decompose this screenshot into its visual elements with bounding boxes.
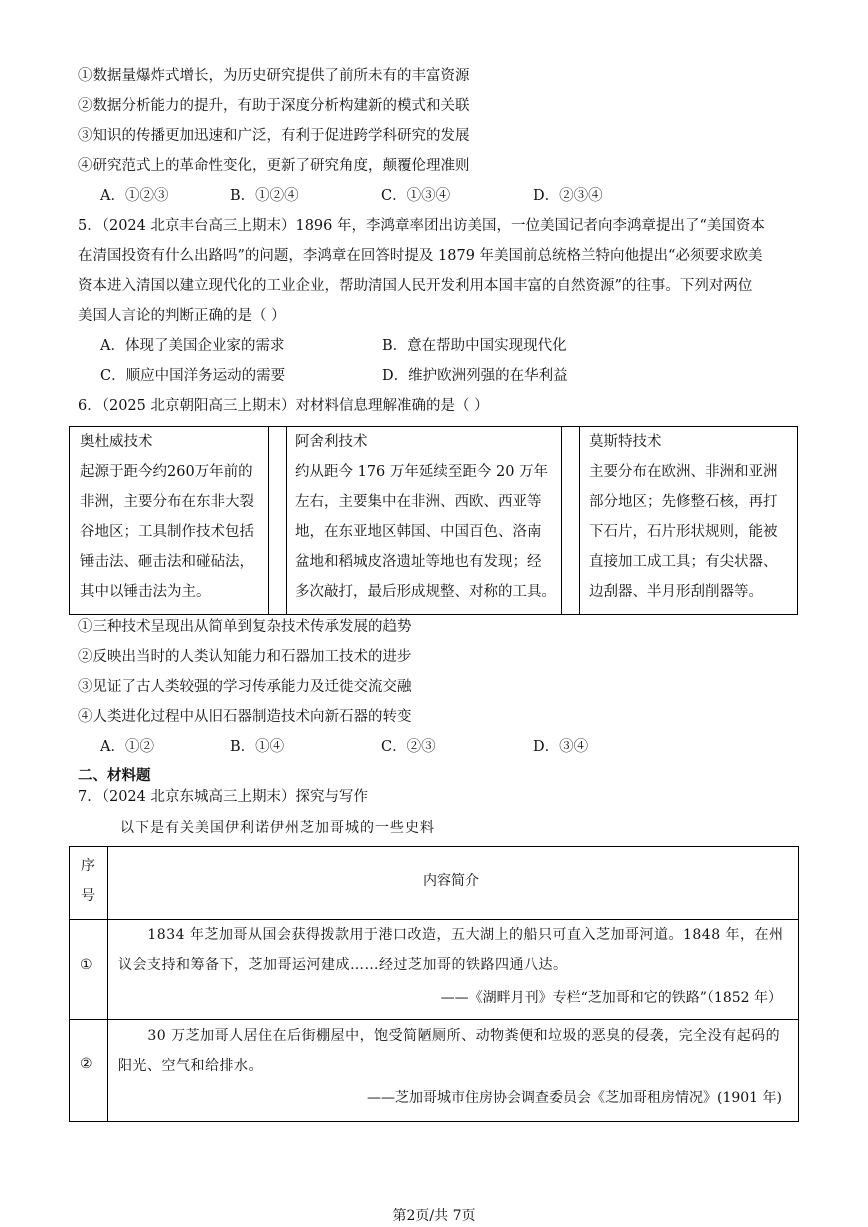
page-footer: 第2页/共 7页 [392, 1208, 476, 1224]
table-divider [107, 847, 108, 1121]
header-no-bottom: 号 [81, 888, 95, 904]
cell-title: 奥杜威技术 [80, 434, 153, 450]
cell-line: 直接加工成工具；有尖状器、 [589, 554, 778, 570]
cell-line: 锤击法、砸击法和碰砧法， [80, 554, 254, 570]
q4-option-b[interactable]: B．①②④ [230, 188, 299, 204]
row-number: ② [80, 1056, 93, 1072]
row-text: 1834 年芝加哥从国会获得拨款用于港口改造，五大湖上的船只可直入芝加哥河道。1848 年，在州议会支持和筹备下，芝加哥运河建成……经过芝加哥的铁路四通八达。 [118, 927, 784, 973]
q7-stem: 7．（2024 北京东城高三上期末）探究与写作 [78, 789, 368, 805]
header-content: 内容简介 [423, 873, 479, 889]
q5-stem-line: 5．（2024 北京丰台高三上期末）1896 年，李鸿章率团出访美国，一位美国记者向李鸿章提出了“美国资本 [78, 218, 765, 234]
cell-line: 边刮器、半月形刮削器等。 [589, 584, 763, 600]
row-number: ① [80, 957, 93, 973]
table-divider [286, 427, 287, 614]
table-cell-oldowan [80, 427, 270, 614]
q4-statement: ④研究范式上的革命性变化，更新了研究角度，颠覆伦理准则 [78, 158, 470, 174]
q4-options [100, 186, 660, 206]
q5-option-c[interactable]: C．顺应中国洋务运动的需要 [100, 368, 286, 384]
stone-tool-table [69, 426, 798, 615]
q6-option-c[interactable]: C．②③ [381, 739, 436, 755]
table-divider [70, 1019, 798, 1020]
q5-option-a[interactable]: A．体现了美国企业家的需求 [100, 338, 285, 354]
q5-options-row1 [100, 336, 660, 356]
q4-option-d[interactable]: D．②③④ [533, 188, 603, 204]
table-cell-mousterian [589, 427, 797, 614]
q5-options-row2 [100, 366, 660, 386]
q5-option-d[interactable]: D．维护欧洲列强的在华利益 [382, 368, 568, 384]
cell-line: 主要分布在欧洲、非洲和亚洲 [589, 464, 778, 480]
section-heading: 二、材料题 [78, 767, 151, 784]
table-divider [561, 427, 562, 614]
q5-option-b[interactable]: B．意在帮助中国实现现代化 [382, 338, 567, 354]
cell-line: 谷地区；工具制作技术包括 [80, 524, 254, 540]
header-no-top: 序 [81, 858, 95, 874]
cell-line: 多次敲打，最后形成规整、对称的工具。 [295, 584, 556, 600]
q5-stem-line: 美国人言论的判断正确的是（ ） [78, 308, 286, 324]
q5-stem-line: 资本进入清国以建立现代化的工业企业，帮助清国人民开发利用本国丰富的自然资源”的往事。下列对两位 [78, 278, 753, 294]
q4-option-a[interactable]: A．①②③ [100, 188, 169, 204]
q6-statement: ②反映出当时的人类认知能力和石器加工技术的进步 [78, 649, 412, 665]
cell-line: 地，在东亚地区韩国、中国百色、洛南 [295, 524, 542, 540]
q6-stem: 6．（2025 北京朝阳高三上期末）对材料信息理解准确的是（ ） [78, 398, 489, 414]
q6-option-b[interactable]: B．①④ [230, 739, 285, 755]
cell-line: 部分地区；先修整石核，再打 [589, 494, 778, 510]
cell-line: 约从距今 176 万年延续至距今 20 万年 [295, 464, 549, 480]
row-source: ——《湖畔月刊》专栏“芝加哥和它的铁路”（1852 年） [440, 990, 782, 1006]
q4-statement: ③知识的传播更加迅速和广泛，有利于促进跨学科研究的发展 [78, 128, 470, 144]
row-text: 30 万芝加哥人居住在后街棚屋中，饱受简陋厕所、动物粪便和垃圾的恶臭的侵袭，完全没有起码的阳光、空气和给排水。 [118, 1028, 781, 1074]
row-source: ——芝加哥城市住房协会调查委员会《芝加哥租房情况》(1901 年) [366, 1090, 782, 1106]
cell-line: 左右，主要集中在非洲、西欧、西亚等 [295, 494, 542, 510]
cell-title: 阿舍利技术 [295, 434, 368, 450]
table-cell-acheulean [295, 427, 563, 614]
cell-line: 起源于距今约260万年前的 [80, 464, 253, 480]
q6-option-a[interactable]: A．①② [100, 739, 154, 755]
table-caption: 以下是有关美国伊利诺伊州芝加哥城的一些史料 [120, 820, 435, 836]
cell-line: 非洲，主要分布在东非大裂 [80, 494, 254, 510]
q5-stem-line: 在清国投资有什么出路吗”的问题，李鸿章在回答时提及 1879 年美国前总统格兰特向他提出“必须要求欧美 [78, 248, 763, 264]
q4-statement: ②数据分析能力的提升，有助于深度分析构建新的模式和关联 [78, 98, 470, 114]
cell-line: 盆地和稻城皮洛遗址等地也有发现；经 [295, 554, 542, 570]
q4-statement: ①数据量爆炸式增长，为历史研究提供了前所未有的丰富资源 [78, 68, 470, 84]
q6-option-d[interactable]: D．③④ [533, 739, 589, 755]
cell-line: 下石片，石片形状规则，能被 [589, 524, 778, 540]
q4-option-c[interactable]: C．①③④ [381, 188, 451, 204]
q6-options [100, 737, 660, 757]
cell-line: 其中以锤击法为主。 [80, 584, 211, 600]
cell-title: 莫斯特技术 [589, 434, 662, 450]
chicago-sources-table [69, 846, 799, 1122]
q6-statement: ③见证了古人类较强的学习传承能力及迁徙交流交融 [78, 679, 412, 695]
table-divider [268, 427, 269, 614]
q6-statement: ①三种技术呈现出从简单到复杂技术传承发展的趋势 [78, 619, 412, 635]
q6-statement: ④人类进化过程中从旧石器制造技术向新石器的转变 [78, 709, 412, 725]
table-divider [579, 427, 580, 614]
